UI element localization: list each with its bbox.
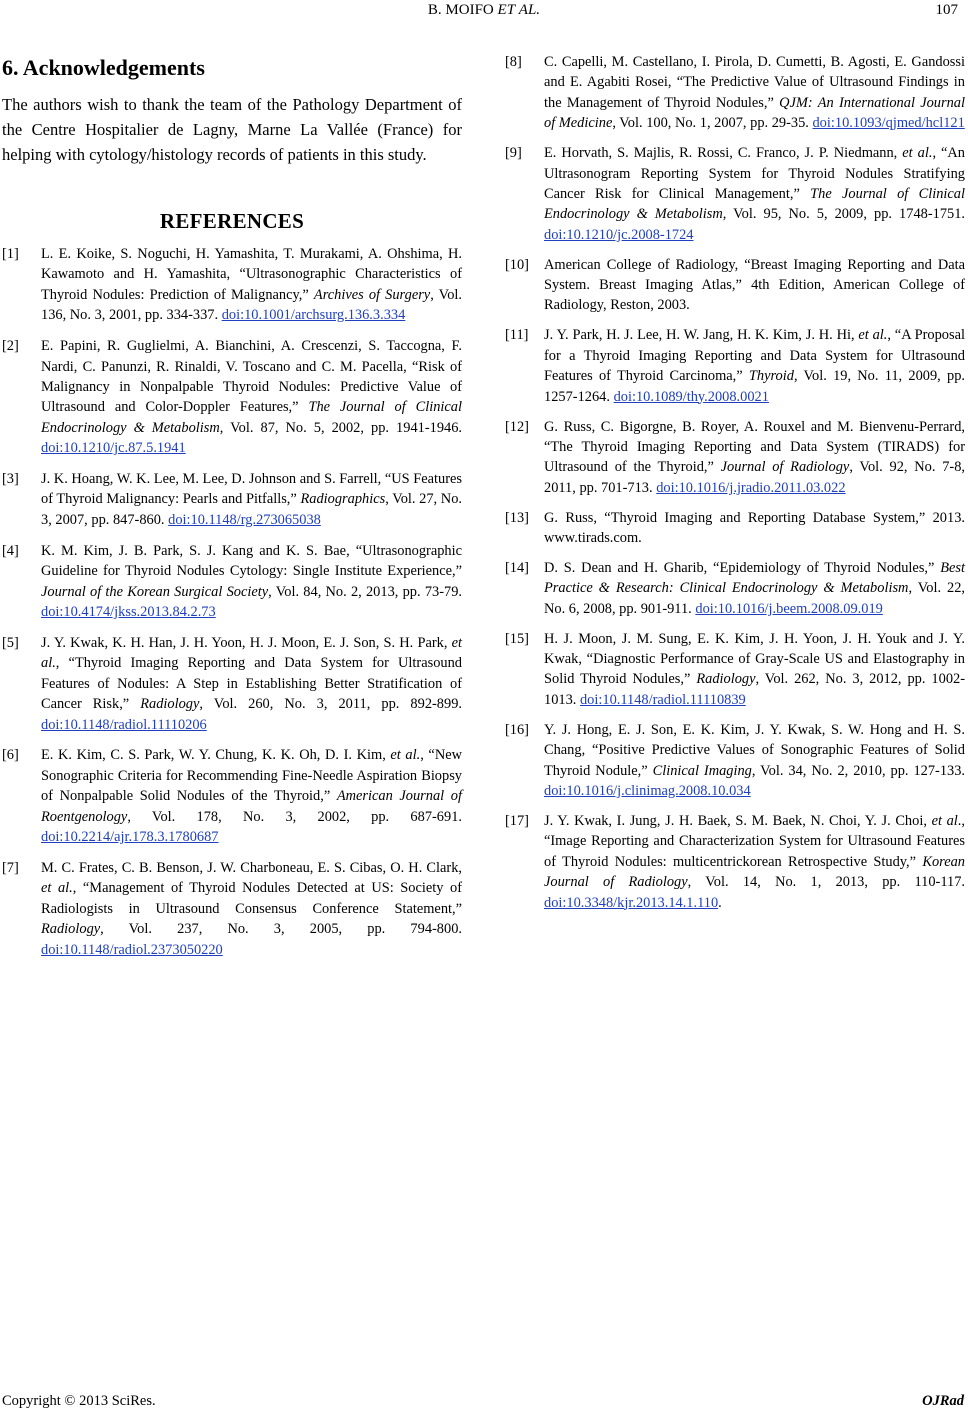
reference-number: [14] [505, 559, 529, 576]
reference-journal: Thyroid [748, 368, 794, 385]
reference-number: [15] [505, 630, 529, 647]
running-author: B. MOIFO [427, 2, 494, 18]
reference-authors-title: E. Papini, R. Guglielmi, A. Bianchini, A. Crescenzi, S. Taccogna, F. Nardi, C. Panunzi, R. Rinaldi, V. Toscano and C. M. Pacella, “Risk of Malignancy in Nonpalpable Thyroid Nodules: Predictive Value of Ultrasound and Color-Doppler Features,” [41, 338, 462, 416]
references-heading: REFERENCES [159, 209, 305, 233]
reference-number: [3] [2, 471, 19, 488]
reference-authors-title: J. K. Hoang, W. K. Lee, M. Lee, D. Johnson and S. Farrell, “US Features of Thyroid Malignancy: Pearls and Pitfalls,” [41, 471, 462, 508]
reference-doi-link[interactable]: doi:10.2214/ajr.178.3.1780687 [41, 829, 219, 846]
reference-number: [13] [505, 509, 529, 526]
reference-details: , Vol. 87, No. 5, 2002, pp. 1941-1946. [219, 419, 462, 436]
reference-list-right [505, 52, 965, 913]
reference-number: [1] [2, 246, 19, 262]
reference-details: , Vol. 19, No. 11, 2009, pp. 1257-1264. [544, 368, 965, 405]
reference-item [505, 558, 965, 619]
reference-body [544, 145, 965, 243]
reference-number: [8] [505, 54, 522, 70]
reference-journal: Korean Journal of Radiology [544, 853, 965, 891]
reference-details: , Vol. 178, No. 3, 2002, pp. 687-691. [127, 808, 462, 825]
reference-authors-title: H. J. Moon, J. M. Sung, E. K. Kim, J. H. Yoon, J. H. Youk and J. Y. Kwak, “Diagnostic Performance of Gray-Scale US and Elastography in Solid Thyroid Nodules,” [544, 630, 965, 688]
reference-item [2, 745, 462, 847]
reference-body [544, 631, 965, 708]
reference-authors-title: G. Russ, “Thyroid Imaging and Reporting Database System,” 2013. www.tirads.com. [544, 509, 965, 547]
reference-doi-link[interactable]: doi:10.1001/archsurg.136.3.334 [221, 307, 406, 324]
reference-item [505, 417, 965, 499]
reference-title: , “Thyroid Imaging Reporting and Data System for Ultrasound Features of Nodules: A Step in Establishing Better Stratification of Cancer Risk,” [41, 655, 462, 713]
reference-authors-title: G. Russ, C. Bigorgne, B. Royer, A. Rouxel and M. Bienvenu-Perrard, “The Thyroid Imaging Reporting and Data System (TIRADS) for Ultrasound of the Thyroid,” [544, 418, 965, 476]
reference-number: [11] [505, 327, 529, 344]
acknowledgements-heading: 6. Acknowledgements [2, 55, 205, 80]
reference-doi-link[interactable]: doi:10.1093/qjmed/hcl121 [812, 115, 965, 132]
reference-body [544, 510, 965, 546]
copyright-notice: Copyright © 2013 SciRes. [2, 1393, 156, 1409]
reference-number: [6] [2, 747, 19, 764]
reference-journal: The Journal of Clinical Endocrinology & Metabolism [544, 185, 965, 223]
reference-et-al: et al [931, 812, 958, 829]
reference-details: , Vol. 262, No. 3, 2012, pp. 1002-1013. [544, 671, 966, 708]
right-column [505, 52, 965, 922]
reference-doi-link[interactable]: doi:10.1148/radiol.2373050220 [41, 941, 223, 958]
reference-authors-title: E. Horvath, S. Majlis, R. Rossi, C. Franco, J. P. Niedmann, [544, 145, 903, 162]
reference-authors-title: L. E. Koike, S. Noguchi, H. Yamashita, T. Murakami, A. Ohshima, H. Kawamoto and H. Yamashita, “Ultrasonographic Characteristics of Thyroid Nodules: Prediction of Malignancy,” [41, 246, 462, 303]
reference-number: [5] [2, 634, 19, 651]
reference-et-al: et al. [390, 747, 421, 764]
reference-title: , “An Ultrasonogram Reporting System for Thyroid Nodules Stratifying Cancer Risk for Clinical Management,” [544, 145, 965, 202]
reference-journal: Radiology [140, 696, 200, 713]
reference-item [505, 720, 965, 802]
reference-journal: QJM: An International Journal of Medicine [544, 94, 965, 132]
reference-body [544, 722, 965, 799]
reference-et-al: et al. [41, 880, 73, 897]
reference-number: [16] [505, 721, 529, 738]
reference-body [544, 327, 965, 404]
reference-body [544, 54, 965, 131]
reference-body [41, 471, 462, 528]
reference-authors-title: Y. J. Hong, E. J. Son, E. K. Kim, J. Y. Kwak, S. W. Hong and H. S. Chang, “Positive Predictive Values of Sonographic Features of Solid Thyroid Nodule,” [544, 721, 965, 779]
reference-number: [12] [505, 418, 529, 435]
reference-number: [7] [2, 859, 19, 876]
reference-authors-title: C. Capelli, M. Castellano, I. Pirola, D. Cumetti, B. Agosti, E. Gandossi and E. Agabiti Rosei, “The Predictive Value of Ultrasound Findings in the Management of Thyroid Nodules,” [544, 54, 965, 111]
reference-journal: Radiology [696, 671, 756, 688]
reference-details: , Vol. 84, No. 2, 2013, pp. 73-79. [268, 583, 462, 600]
reference-doi-link[interactable]: doi:10.1016/j.clinimag.2008.10.034 [544, 783, 751, 799]
page-footer [2, 1393, 964, 1410]
reference-item [2, 336, 462, 458]
journal-brand: OJRad [922, 1393, 964, 1409]
reference-details: , Vol. 136, No. 3, 2001, pp. 334-337. [41, 286, 462, 324]
reference-doi-link[interactable]: doi:10.1016/j.jradio.2011.03.022 [656, 479, 846, 496]
reference-journal: Radiographics [300, 491, 386, 508]
reference-number: [9] [505, 145, 522, 162]
reference-list-left [2, 244, 462, 960]
reference-body [544, 419, 965, 496]
reference-authors-title: American College of Radiology, “Breast Imaging Reporting and Data System. Breast Imaging Atlas,” 4th Edition, American College of Radiology, Reston, 2003. [544, 256, 965, 314]
reference-doi-link[interactable]: doi:10.1148/radiol.11110206 [41, 716, 207, 733]
reference-doi-link[interactable]: doi:10.1148/rg.273065038 [168, 511, 321, 528]
reference-authors-title: K. M. Kim, J. B. Park, S. J. Kang and K. S. Bae, “Ultrasonographic Guideline for Thyroid Nodules Cytology: Single Institute Experience,” [41, 542, 462, 580]
reference-authors-title: M. C. Frates, C. B. Benson, J. W. Charboneau, E. S. Cibas, O. H. Clark, [41, 859, 462, 876]
reference-journal: American Journal of Roentgenology [41, 788, 462, 825]
reference-body [41, 338, 462, 456]
reference-item [2, 469, 462, 530]
reference-details: , Vol. 27, No. 3, 2007, pp. 847-860. [41, 491, 462, 528]
reference-title: , “New Sonographic Criteria for Recommending Fine-Needle Aspiration Biopsy of Nonpalpable Solid Nodules of the Thyroid,” [41, 747, 462, 805]
reference-et-al: et al. [902, 145, 933, 162]
reference-doi-link[interactable]: doi:10.1148/radiol.11110839 [579, 691, 746, 708]
reference-number: [4] [2, 542, 19, 559]
reference-body [41, 860, 462, 958]
page-number: 107 [935, 2, 958, 18]
reference-number: [17] [505, 812, 529, 829]
reference-details: , Vol. 22, No. 6, 2008, pp. 901-911. [544, 580, 965, 617]
reference-number: [10] [505, 256, 529, 273]
running-al: AL. [518, 2, 541, 18]
reference-title: ., “Image Reporting and Characterization System for Ultrasound Features of Thyroid Nodules: multicentrickorean Retrospective Study,” [544, 812, 965, 870]
reference-journal: Journal of Radiology [720, 459, 850, 476]
reference-item [505, 52, 965, 134]
left-column [2, 52, 462, 971]
reference-details: , Vol. 92, No. 7-8, 2011, pp. 701-713. [544, 459, 966, 496]
reference-authors-title: D. S. Dean and H. Gharib, “Epidemiology of Thyroid Nodules,” [544, 559, 941, 576]
reference-item [2, 244, 462, 326]
reference-item [505, 143, 965, 245]
reference-item [505, 629, 965, 711]
running-et: ET [497, 2, 516, 18]
reference-body [41, 246, 462, 323]
reference-details: , Vol. 100, No. 1, 2007, pp. 29-35. [612, 115, 813, 132]
reference-item [2, 633, 462, 735]
reference-item [2, 858, 462, 960]
reference-details: , Vol. 34, No. 2, 2010, pp. 127-133. [751, 762, 966, 779]
reference-journal: Archives of Surgery [313, 286, 431, 303]
reference-authors-title: J. Y. Kwak, K. H. Han, J. H. Yoon, H. J. Moon, E. J. Son, S. H. Park, [41, 634, 452, 651]
reference-details: , Vol. 14, No. 1, 2013, pp. 110-117. [687, 874, 965, 891]
reference-details: , Vol. 260, No. 3, 2011, pp. 892-899. [199, 696, 462, 713]
reference-body [41, 747, 462, 845]
reference-item [505, 811, 965, 913]
reference-et-al: et al. [858, 327, 888, 344]
reference-journal: Radiology [41, 921, 101, 938]
running-title [0, 2, 968, 19]
reference-item [2, 541, 462, 623]
reference-doi-link[interactable]: doi:10.4174/jkss.2013.84.2.73 [41, 604, 216, 620]
reference-authors-title: J. Y. Kwak, I. Jung, J. H. Baek, S. M. Baek, N. Choi, Y. J. Choi, [544, 812, 932, 829]
reference-item [505, 508, 965, 549]
reference-details: , Vol. 95, No. 5, 2009, pp. 1748-1751. [722, 206, 965, 223]
reference-title: , “A Proposal for a Thyroid Imaging Reporting and Data System for Ultrasound Features of Thyroid Carcinoma,” [544, 327, 965, 385]
reference-title: , “Management of Thyroid Nodules Detected at US: Society of Radiologists in Ultrasound Consensus Conference Statement,” [41, 880, 463, 917]
acknowledgements-text: The authors wish to thank the team of the Pathology Department of the Centre Hospitalier de Lagny, Marne La Vallée (France) for helping with cytology/histology records of patients in this study. [2, 95, 462, 164]
reference-body [544, 560, 965, 617]
reference-body [41, 635, 462, 733]
reference-tail: . [718, 894, 722, 911]
reference-journal: Best Practice & Research: Clinical Endocrinology & Metabolism [544, 559, 965, 597]
running-header [0, 2, 968, 22]
reference-body [544, 257, 965, 314]
reference-et-al: et al. [41, 634, 462, 672]
reference-item [505, 255, 965, 316]
reference-journal: Journal of the Korean Surgical Society [41, 583, 269, 600]
reference-body [544, 813, 965, 911]
reference-authors-title: J. Y. Park, H. J. Lee, H. W. Jang, H. K. Kim, J. H. Hi, [544, 327, 859, 344]
reference-doi-link[interactable]: doi:10.3348/kjr.2013.14.1.110 [544, 894, 719, 911]
reference-item [505, 325, 965, 407]
reference-authors-title: E. K. Kim, C. S. Park, W. Y. Chung, K. K. Oh, D. I. Kim, [41, 747, 391, 764]
reference-doi-link[interactable]: doi:10.1210/jc.2008-1724 [544, 226, 694, 243]
reference-body [41, 543, 462, 620]
reference-doi-link[interactable]: doi:10.1210/jc.87.5.1941 [41, 440, 186, 457]
reference-journal: Clinical Imaging [652, 762, 752, 779]
reference-number: [2] [2, 338, 19, 355]
reference-details: , Vol. 237, No. 3, 2005, pp. 794-800. [100, 921, 462, 938]
reference-journal: The Journal of Clinical Endocrinology & Metabolism [41, 399, 462, 436]
reference-doi-link[interactable]: doi:10.1016/j.beem.2008.09.019 [695, 600, 883, 617]
reference-doi-link[interactable]: doi:10.1089/thy.2008.0021 [613, 388, 769, 405]
